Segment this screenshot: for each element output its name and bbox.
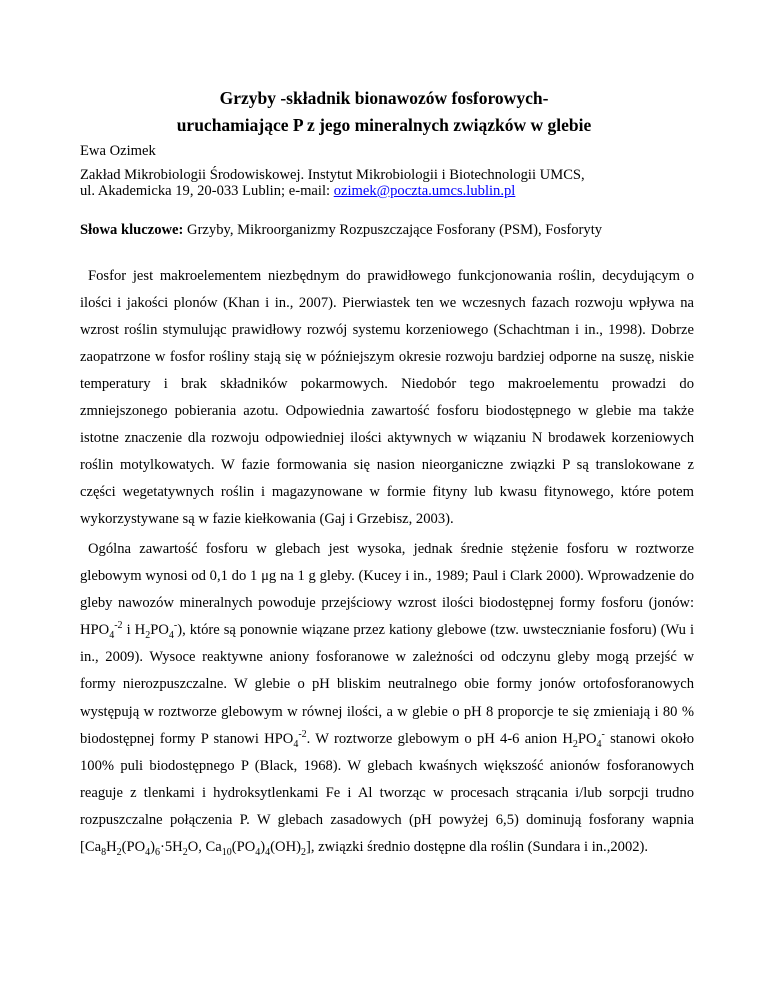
keywords-text: Grzyby, Mikroorganizmy Rozpuszczające Fosforany (PSM), Fosforyty — [183, 222, 603, 238]
title-line-1: Grzyby -składnik bionawozów fosforowych- — [219, 88, 549, 108]
email-link[interactable]: ozimek@poczta.umcs.lublin.pl — [333, 183, 516, 199]
body-paragraph-1: Fosfor jest makroelementem niezbędnym do prawidłowego funkcjonowania roślin, decydującym o ilości i jakości plonów (Khan i in., 2007). Pierwiastek ten we wczesnych fazach rozwoju wpływa na wzrost roślin stymulując prawidłowy rozwój systemu korzeniowego (Schachtman i in., 1998). Dobrze zaopatrzone w fosfor rośliny stają się w późniejszym okresie rozwoju bardziej odporne na suszę, niskie temperatury i brak składników pokarmowych. Niedobór tego makroelementu prowadzi do zmniejszonego pobierania azotu. Odpowiednia zawartość fosforu biodostępnego w glebie ma także istotne znaczenie dla rozwoju odpowiedniej ilości aktywnych w wiązaniu N brodawek korzeniowych roślin motylkowatych. W fazie formowania się nasion nieorganiczne związki P są translokowane z części wegetatywnych roślin i magazynowane w formie fityny lub kwasu fitynowego, które potem wykorzystywane są w fazie kiełkowania (Gaj i Grzebisz, 2003). — [80, 268, 694, 527]
affiliation-line-1: Zakład Mikrobiologii Środowiskowej. Instytut Mikrobiologii i Biotechnologii UMCS, — [80, 167, 585, 183]
title-line-2: uruchamiające P z jego mineralnych związków w glebie — [176, 115, 592, 135]
body-paragraph-2: Ogólna zawartość fosforu w glebach jest wysoka, jednak średnie stężenie fosforu w roztworze glebowym wynosi od 0,1 do 1 μg na 1 g gleby. (Kucey i in., 1989; Paul i Clark 2000). Wprowadzenie do gleby nawozów mineralnych powoduje przejściowy wzrost ilości biodostępnej formy fosforu (jonów: $HPO_4^{-2}$ i $H_2PO_4^-$), które są ponownie wiązane przez kationy glebowe (tzw. uwstecznianie fosforu) (Wu i in., 2009). Wysoce reaktywne aniony fosforanowe w zależności od odczynu gleby mogą przejść w formy nierozpuszczalne. W glebie o pH bliskim neutralnego obie formy jonów ortofosforanowych występują w roztworze glebowym w równej ilości, a w glebie o pH 8 proporcje te się zmieniają i 80 % biodostępnej formy P stanowi $HPO_4^{-2}$. W roztworze glebowym o pH 4-6 anion $H_2PO_4^-$ stanowi około 100% puli biodostępnego P (Black, 1968). W glebach kwaśnych większość anionów fosforanowych reaguje z tlenkami i hydroksytlenkami Fe i Al tworząc w procesach strącania i/lub sorpcji trudno rozpuszczalne połączenia P. W glebach zasadowych (pH powyżej 6,5) dominują fosforany wapnia [$Ca_8H_2(PO_4)_6\cdot 5H_2O$, $Ca_{10}(PO_4)_4(OH)_2$], związki średnio dostępne dla roślin (Sundara i in.,2002). — [80, 541, 695, 858]
keywords — [80, 222, 602, 239]
keywords-label: Słowa kluczowe: — [80, 222, 184, 238]
affiliation-line-2 — [80, 183, 515, 200]
author: Ewa Ozimek — [80, 143, 156, 159]
affiliation-address: ul. Akademicka 19, 20-033 Lublin; e-mail: — [80, 183, 334, 199]
